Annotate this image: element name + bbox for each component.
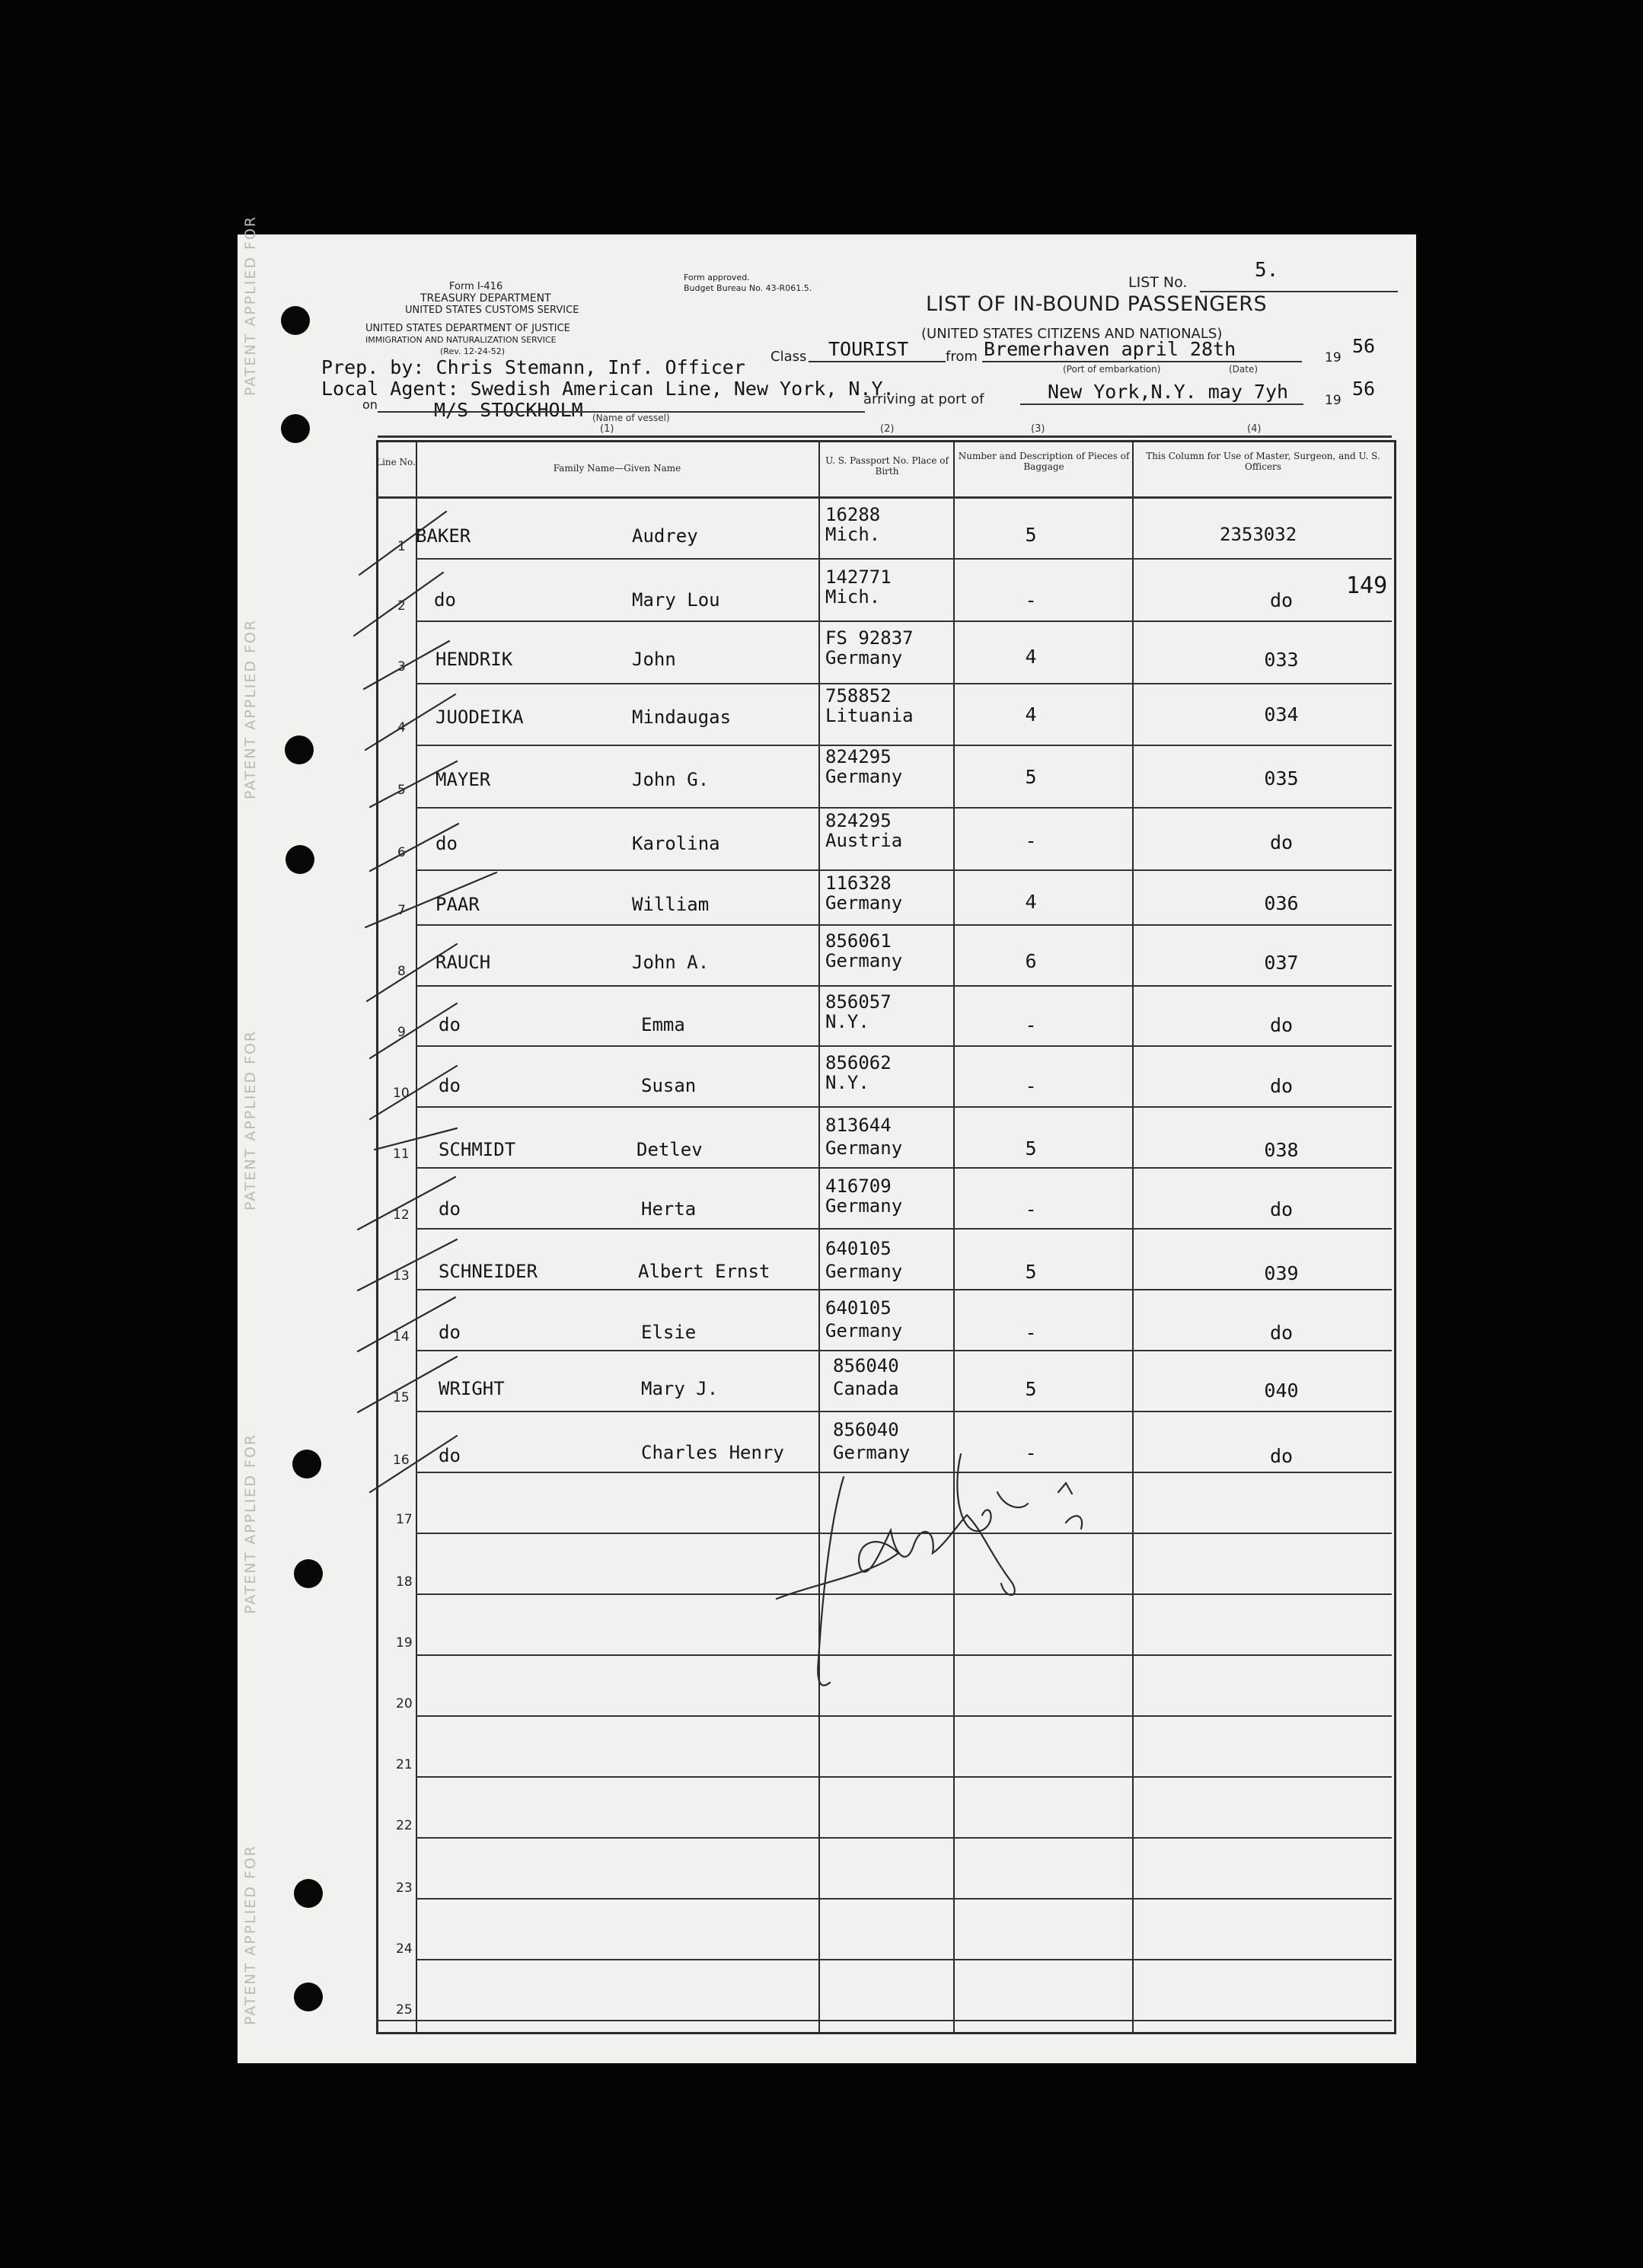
line-number: 13 <box>393 1268 410 1284</box>
baggage-count: - <box>1025 1075 1037 1097</box>
on-label: on <box>362 397 378 412</box>
place-of-birth: Germany <box>825 1320 903 1341</box>
prepared-by: Prep. by: Chris Stemann, Inf. Officer <box>321 356 745 378</box>
passport-number: 142771 <box>825 566 892 588</box>
patent-watermark: PATENT APPLIED FOR <box>242 215 259 396</box>
given-name: John <box>632 649 676 670</box>
place-of-birth: Germany <box>825 766 903 787</box>
line-number: 11 <box>393 1147 410 1162</box>
passport-number: 824295 <box>825 810 892 831</box>
officer-entry: 039 <box>1264 1262 1299 1284</box>
officer-entry: do <box>1269 1198 1294 1220</box>
line-number: 17 <box>396 1512 413 1527</box>
passport-number: 813644 <box>825 1115 892 1136</box>
col-header-baggage: Number and Description of Pieces of Baggage <box>958 451 1130 472</box>
vessel-caption: (Name of vessel) <box>592 413 670 423</box>
line-number: 5 <box>397 783 406 798</box>
line-number: 22 <box>396 1818 413 1833</box>
family-name: SCHNEIDER <box>439 1261 538 1282</box>
place-of-birth: N.Y. <box>825 1072 869 1093</box>
line-number: 24 <box>396 1941 413 1957</box>
departure-year: 56 <box>1352 335 1376 357</box>
baggage-count: - <box>1025 1442 1037 1464</box>
vessel-name: M/S STOCKHOLM <box>434 399 583 421</box>
officer-entry: 037 <box>1264 952 1299 974</box>
column-number-4: (4) <box>1247 423 1262 435</box>
given-name: William <box>632 894 710 915</box>
place-of-birth: Germany <box>825 892 903 914</box>
family-name: do <box>439 1075 461 1096</box>
place-of-birth: N.Y. <box>825 1011 869 1032</box>
port-embarkation-caption: (Port of embarkation) <box>1063 364 1161 375</box>
passport-number: FS 92837 <box>825 627 914 649</box>
line-number: 14 <box>393 1329 410 1345</box>
officer-entry: 2353032 <box>1220 524 1297 545</box>
place-of-birth: Germany <box>825 1195 903 1217</box>
col-header-passport: U. S. Passport No. Place of Birth <box>825 455 949 477</box>
line-number: 7 <box>397 903 406 918</box>
family-name: BAKER <box>416 525 471 547</box>
baggage-count: 5 <box>1025 1137 1037 1160</box>
punch-hole <box>294 1879 323 1908</box>
baggage-count: - <box>1025 1014 1037 1036</box>
col-header-line-no: Line No. <box>376 457 416 467</box>
line-number: 15 <box>393 1390 410 1405</box>
place-of-birth: Germany <box>825 1261 903 1282</box>
baggage-count: 4 <box>1025 891 1037 913</box>
family-name: do <box>434 589 456 611</box>
passport-number: 856040 <box>833 1419 899 1440</box>
family-name: HENDRIK <box>435 649 513 670</box>
punch-hole <box>294 1983 323 2011</box>
class-value: TOURIST <box>828 338 909 360</box>
place-of-birth: Mich. <box>825 586 881 608</box>
family-name: RAUCH <box>435 952 491 973</box>
passport-number: 856057 <box>825 991 892 1013</box>
given-name: Mindaugas <box>632 707 732 728</box>
given-name: Audrey <box>632 525 698 547</box>
punch-hole <box>294 1559 323 1588</box>
baggage-count: 5 <box>1025 1378 1037 1400</box>
col-header-officers: This Column for Use of Master, Surgeon, and U. S. Officers <box>1146 451 1380 472</box>
side-number: 149 <box>1346 573 1388 599</box>
place-of-birth: Germany <box>825 950 903 971</box>
dept-justice: UNITED STATES DEPARTMENT OF JUSTICE <box>365 323 570 334</box>
column-number-1: (1) <box>600 423 614 435</box>
baggage-count: - <box>1025 1322 1037 1344</box>
patent-watermark: PATENT APPLIED FOR <box>242 1029 259 1211</box>
baggage-count: 6 <box>1025 950 1037 972</box>
punch-hole <box>285 735 314 764</box>
family-name: do <box>435 833 458 854</box>
passport-number: 640105 <box>825 1238 892 1259</box>
family-name: do <box>439 1198 461 1220</box>
line-number: 19 <box>396 1635 413 1651</box>
line-number: 2 <box>397 598 406 614</box>
place-of-birth: Canada <box>833 1378 899 1399</box>
line-number: 21 <box>396 1757 413 1772</box>
family-name: SCHMIDT <box>439 1139 516 1160</box>
column-number-3: (3) <box>1031 423 1045 435</box>
line-number: 9 <box>397 1025 406 1040</box>
family-name: do <box>439 1322 461 1343</box>
passenger-table <box>376 440 1396 2034</box>
family-name: PAAR <box>435 894 480 915</box>
baggage-count: 5 <box>1025 524 1037 546</box>
given-name: Albert Ernst <box>638 1261 770 1282</box>
given-name: Elsie <box>641 1322 697 1343</box>
passport-number: 824295 <box>825 746 892 767</box>
officer-entry: 038 <box>1264 1139 1299 1161</box>
punch-hole <box>281 306 310 335</box>
line-number: 23 <box>396 1880 413 1896</box>
place-of-birth: Mich. <box>825 524 881 545</box>
officer-entry: 034 <box>1264 703 1299 726</box>
line-number: 1 <box>397 539 406 554</box>
budget-bureau: Budget Bureau No. 43-R061.5. <box>684 283 812 293</box>
family-name: do <box>439 1445 461 1466</box>
port-of-embarkation: Bremerhaven april 28th <box>984 338 1236 360</box>
given-name: John A. <box>632 952 710 973</box>
list-no-label: LIST No. <box>1128 274 1188 291</box>
family-name: MAYER <box>435 769 491 790</box>
baggage-count: 5 <box>1025 766 1037 788</box>
arriving-label: arriving at port of <box>863 391 984 407</box>
line-number: 20 <box>396 1696 413 1711</box>
line-number: 10 <box>393 1086 410 1101</box>
passport-number: 758852 <box>825 685 892 707</box>
officer-entry: do <box>1269 1445 1294 1467</box>
officer-entry: do <box>1269 1014 1294 1036</box>
given-name: Charles Henry <box>641 1442 784 1463</box>
line-number: 6 <box>397 845 406 860</box>
officer-entry: do <box>1269 1075 1294 1097</box>
given-name: Mary J. <box>641 1378 719 1399</box>
baggage-count: - <box>1025 1198 1037 1220</box>
line-number: 25 <box>396 2002 413 2018</box>
line-number: 4 <box>397 720 406 735</box>
year-prefix-2: 19 <box>1325 393 1342 408</box>
place-of-birth: Germany <box>825 647 903 668</box>
passport-number: 856062 <box>825 1052 892 1073</box>
given-name: Herta <box>641 1198 697 1220</box>
baggage-count: - <box>1025 589 1037 611</box>
passport-number: 116328 <box>825 872 892 894</box>
baggage-count: 4 <box>1025 646 1037 668</box>
family-name: do <box>439 1014 461 1035</box>
family-name: JUODEIKA <box>435 707 524 728</box>
officer-entry: do <box>1269 1322 1294 1344</box>
passport-number: 856040 <box>833 1355 899 1376</box>
patent-watermark: PATENT APPLIED FOR <box>242 1844 259 2025</box>
patent-watermark: PATENT APPLIED FOR <box>242 618 259 799</box>
date-caption: (Date) <box>1229 364 1259 375</box>
form-approved: Form approved. <box>684 273 750 282</box>
place-of-birth: Austria <box>825 830 903 851</box>
column-number-2: (2) <box>880 423 895 435</box>
year-prefix-1: 19 <box>1325 350 1342 365</box>
line-number: 8 <box>397 964 406 979</box>
arrival-year: 56 <box>1352 378 1376 400</box>
officer-entry: do <box>1269 589 1294 611</box>
given-name: Mary Lou <box>632 589 720 611</box>
punch-hole <box>281 414 310 443</box>
dept-immigration: IMMIGRATION AND NATURALIZATION SERVICE <box>365 335 557 345</box>
given-name: Susan <box>641 1075 697 1096</box>
place-of-birth: Germany <box>825 1137 903 1159</box>
place-of-birth: Germany <box>833 1442 911 1463</box>
baggage-count: 5 <box>1025 1261 1037 1283</box>
baggage-count: 4 <box>1025 703 1037 726</box>
arrival-port: New York,N.Y. may 7yh <box>1048 381 1289 403</box>
line-number: 3 <box>397 659 406 675</box>
dept-treasury: TREASURY DEPARTMENT <box>420 292 551 305</box>
revision-date: (Rev. 12-24-52) <box>440 346 506 356</box>
line-number: 16 <box>393 1453 410 1468</box>
officer-entry: 035 <box>1264 767 1299 789</box>
class-label: Class <box>770 349 807 365</box>
officer-entry: 040 <box>1264 1380 1299 1402</box>
passport-number: 640105 <box>825 1297 892 1319</box>
officer-entry: 036 <box>1264 892 1299 914</box>
family-name: WRIGHT <box>439 1378 505 1399</box>
page-title: LIST OF IN-BOUND PASSENGERS <box>926 292 1268 316</box>
local-agent: Local Agent: Swedish American Line, New York, N.Y. <box>321 378 895 400</box>
page-subtitle: (UNITED STATES CITIZENS AND NATIONALS) <box>921 326 1223 342</box>
col-header-name: Family Name—Given Name <box>553 463 681 474</box>
dept-customs: UNITED STATES CUSTOMS SERVICE <box>405 305 579 316</box>
given-name: Detlev <box>636 1139 703 1160</box>
officer-entry: 033 <box>1264 649 1299 671</box>
line-number: 18 <box>396 1574 413 1590</box>
given-name: Emma <box>641 1014 685 1035</box>
place-of-birth: Lituania <box>825 705 914 726</box>
form-number: Form I-416 <box>449 281 503 292</box>
given-name: John G. <box>632 769 710 790</box>
from-label: from <box>946 349 978 365</box>
given-name: Karolina <box>632 833 720 854</box>
line-number: 12 <box>393 1207 410 1223</box>
passport-number: 416709 <box>825 1175 892 1197</box>
baggage-count: - <box>1025 830 1037 852</box>
passport-number: 16288 <box>825 504 881 525</box>
list-no-value: 5. <box>1255 259 1279 282</box>
officer-entry: do <box>1269 831 1294 853</box>
passport-number: 856061 <box>825 930 892 952</box>
punch-hole <box>292 1450 321 1479</box>
punch-hole <box>286 845 314 874</box>
patent-watermark: PATENT APPLIED FOR <box>242 1433 259 1614</box>
